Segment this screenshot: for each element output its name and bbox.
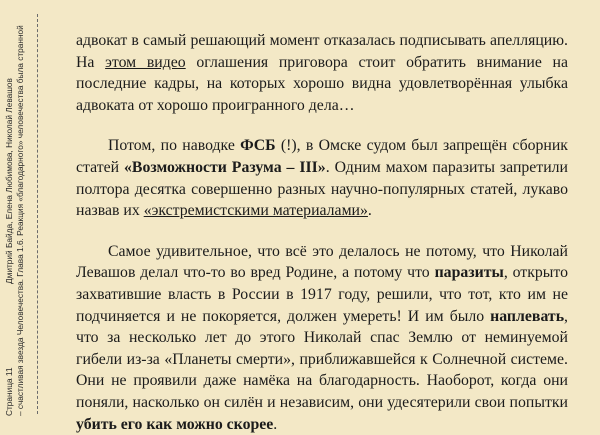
paragraph-text: , открыто захватившие власть в России в 1917 году, решили, что тот, кто им не подчиняется и не покоряется, должен умереть! И им было [76, 264, 568, 325]
extremist-materials-link[interactable]: «экстремистскими материалами» [143, 202, 368, 220]
sidebar-divider [37, 14, 38, 414]
book-authors: Дмитрий Байда, Елена Любимова, Николай Левашов [4, 78, 14, 284]
paragraph-text: , что за несколько лет до этого Николай спас Землю от неминуемой гибели из-за «Планеты смерти», приближавшейся к Солнечной системе. Они не проявили даже намёка на благодарность. Наоборот, когда они поняли, насколько он силён и независим, они удесятерили свои попытки [76, 307, 568, 411]
paragraph-text: . [367, 202, 372, 220]
paragraph-text: (!), в Омске судом был запрещён сборник статей [76, 137, 568, 176]
document-body [76, 30, 568, 435]
paragraph-text: . Одним махом паразиты запретили полтора десятка совершенно разных научно-популярных статей, лукаво назвав их [76, 158, 568, 220]
paragraph-text: Потом, по наводке [108, 137, 241, 155]
page-number: Страница 11 [4, 367, 14, 416]
book-chapter: – счастливая звезда Человечества. Глава 1.6. Реакция «благодарного» человечества была странной [15, 25, 25, 416]
sidebar-line-1 [4, 78, 15, 416]
paragraph-text: адвокат в самый решающий момент отказалась подписывать апелляцию. На [76, 32, 568, 71]
paragraph-3 [76, 241, 568, 435]
bold-fsb: ФСБ [240, 137, 276, 155]
bold-dont-care: наплевать [490, 307, 565, 325]
bold-kill-asap: убить его как можно скорее [76, 415, 274, 433]
paragraph-2 [76, 135, 568, 221]
paragraph-text: . [273, 415, 278, 433]
paragraph-text: Самое удивительное, что всё это делалось не потому, что Николай Левашов делал что-то во вред Родине, а потому что [76, 242, 568, 282]
bold-parasites: паразиты [434, 264, 504, 282]
paragraph-1 [76, 30, 568, 116]
bold-collection-title: «Возможности Разума – III» [124, 158, 326, 176]
paragraph-text: оглашения приговора стоит обратить внимание на последние кадры, на которых хорошо видна удовлетворённая улыбка адвоката от хорошо проигранного дела… [76, 53, 568, 114]
video-link[interactable]: этом видео [105, 53, 186, 71]
